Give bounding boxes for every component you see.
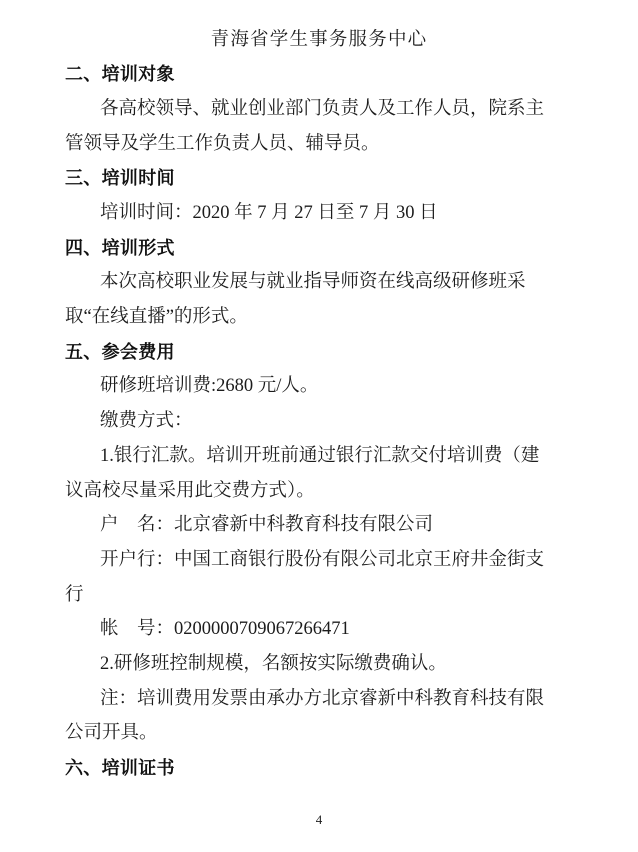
account-holder-line: 户 名：北京睿新中科教育科技有限公司 [100, 515, 434, 536]
section-heading-training-time: 三、培训时间 [65, 168, 175, 189]
body-line: 各高校领导、就业创业部门负责人及工作人员，院系主 [100, 98, 545, 119]
document-body [0, 57, 638, 785]
training-time-line: 培训时间：2020 年 7 月 27 日至 7 月 30 日 [100, 203, 438, 224]
fee-amount-line: 研修班培训费:2680 元/人。 [100, 376, 319, 397]
invoice-note-line: 注：培训费用发票由承办方北京睿新中科教育科技有限 [100, 688, 545, 709]
payment-method-line: 缴费方式： [100, 411, 193, 432]
bank-branch-line: 开户行：中国工商银行股份有限公司北京王府井金街支 [100, 549, 545, 570]
invoice-note-line-continuation: 公司开具。 [65, 723, 158, 744]
body-line: 议高校尽量采用此交费方式）。 [65, 480, 315, 501]
body-line: 本次高校职业发展与就业指导师资在线高级研修班采 [100, 272, 526, 293]
bank-branch-line-continuation: 行 [65, 584, 84, 605]
body-line: 2.研修班控制规模，名额按实际缴费确认。 [100, 653, 447, 674]
page-number: 4 [315, 812, 323, 827]
body-line: 1.银行汇款。培训开班前通过银行汇款交付培训费（建 [100, 445, 540, 466]
section-heading-training-target: 二、培训对象 [65, 64, 175, 85]
section-heading-training-certificate: 六、培训证书 [65, 758, 175, 779]
document-header-title: 青海省学生事务服务中心 [210, 29, 428, 50]
body-line: 取“在线直播”的形式。 [65, 307, 248, 328]
account-number-line: 帐 号：0200000709067266471 [100, 619, 350, 640]
body-line: 管领导及学生工作负责人员、辅导员。 [65, 133, 380, 154]
section-heading-training-format: 四、培训形式 [65, 237, 175, 258]
section-heading-fees: 五、参会费用 [65, 341, 175, 362]
